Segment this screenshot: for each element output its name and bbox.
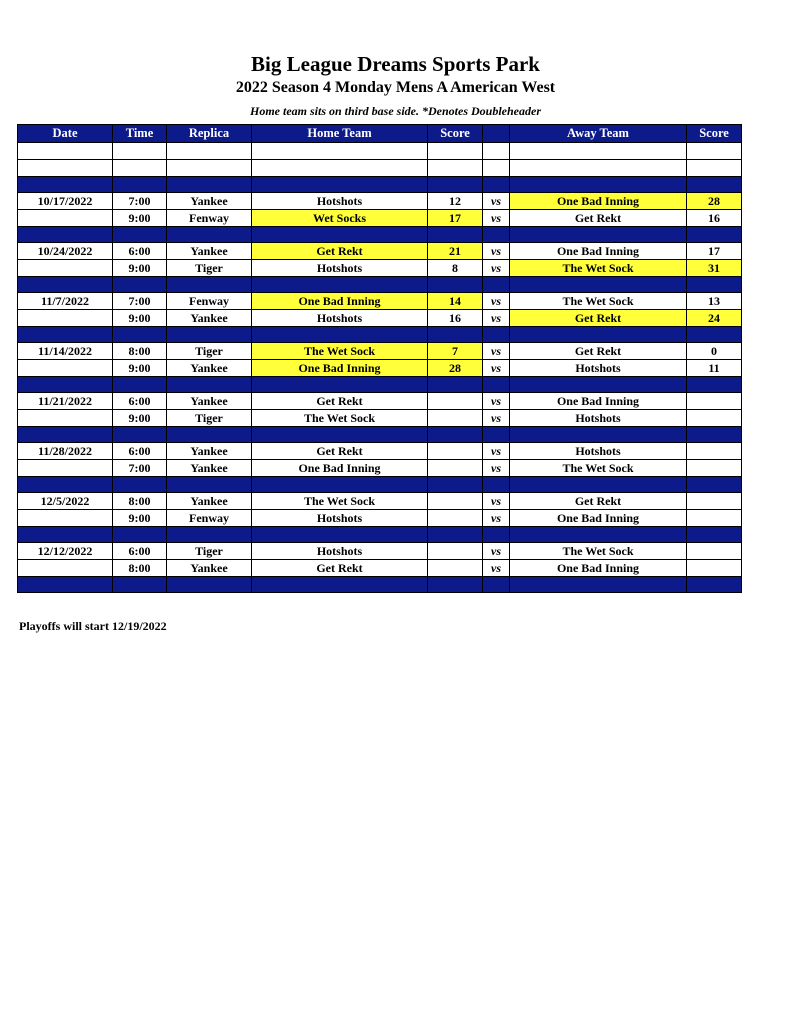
away-score [687, 560, 742, 577]
away-team: Hotshots [510, 410, 687, 427]
game-row [18, 210, 742, 227]
game-date: 11/21/2022 [18, 393, 113, 410]
game-row [18, 360, 742, 377]
game-time: 9:00 [113, 260, 167, 277]
replica-field: Fenway [167, 510, 252, 527]
game-row [18, 193, 742, 210]
game-time: 9:00 [113, 510, 167, 527]
away-score: 17 [687, 243, 742, 260]
game-row [18, 410, 742, 427]
date-empty [18, 210, 113, 227]
away-score: 24 [687, 310, 742, 327]
home-team: Hotshots [252, 193, 428, 210]
vs-label: vs [483, 510, 510, 527]
home-team: The Wet Sock [252, 493, 428, 510]
separator-band [18, 277, 742, 293]
away-score [687, 393, 742, 410]
date-empty [18, 460, 113, 477]
home-score: 7 [428, 343, 483, 360]
game-time: 7:00 [113, 193, 167, 210]
date-empty [18, 310, 113, 327]
replica-field: Yankee [167, 310, 252, 327]
home-score [428, 460, 483, 477]
col-home-score-header: Score [428, 125, 483, 143]
replica-field: Yankee [167, 493, 252, 510]
away-team: Hotshots [510, 443, 687, 460]
game-time: 6:00 [113, 243, 167, 260]
away-team: The Wet Sock [510, 543, 687, 560]
away-team: The Wet Sock [510, 293, 687, 310]
away-score: 11 [687, 360, 742, 377]
game-time: 7:00 [113, 460, 167, 477]
home-score: 12 [428, 193, 483, 210]
replica-field: Yankee [167, 360, 252, 377]
replica-field: Tiger [167, 260, 252, 277]
vs-label: vs [483, 243, 510, 260]
home-team: Wet Socks [252, 210, 428, 227]
vs-label: vs [483, 543, 510, 560]
away-score: 16 [687, 210, 742, 227]
home-score: 21 [428, 243, 483, 260]
game-row [18, 343, 742, 360]
away-team: Get Rekt [510, 310, 687, 327]
vs-label: vs [483, 310, 510, 327]
vs-label: vs [483, 560, 510, 577]
game-row [18, 560, 742, 577]
away-team: Hotshots [510, 360, 687, 377]
home-score [428, 543, 483, 560]
vs-label: vs [483, 410, 510, 427]
home-score: 28 [428, 360, 483, 377]
game-date: 12/12/2022 [18, 543, 113, 560]
date-empty [18, 510, 113, 527]
separator-band [18, 177, 742, 193]
replica-field: Tiger [167, 343, 252, 360]
home-team: One Bad Inning [252, 293, 428, 310]
away-team: Get Rekt [510, 343, 687, 360]
home-team: The Wet Sock [252, 410, 428, 427]
game-row [18, 460, 742, 477]
replica-field: Fenway [167, 210, 252, 227]
away-team: The Wet Sock [510, 260, 687, 277]
game-date: 12/5/2022 [18, 493, 113, 510]
away-team: Get Rekt [510, 210, 687, 227]
vs-label: vs [483, 210, 510, 227]
home-score [428, 493, 483, 510]
home-score [428, 410, 483, 427]
home-score: 17 [428, 210, 483, 227]
vs-label: vs [483, 343, 510, 360]
home-score: 14 [428, 293, 483, 310]
home-score [428, 510, 483, 527]
away-score [687, 543, 742, 560]
home-team: Hotshots [252, 310, 428, 327]
vs-label: vs [483, 260, 510, 277]
game-time: 8:00 [113, 493, 167, 510]
replica-field: Yankee [167, 460, 252, 477]
game-time: 9:00 [113, 310, 167, 327]
replica-field: Yankee [167, 243, 252, 260]
away-team: One Bad Inning [510, 560, 687, 577]
game-row [18, 243, 742, 260]
replica-field: Tiger [167, 410, 252, 427]
home-score [428, 443, 483, 460]
replica-field: Yankee [167, 393, 252, 410]
game-row [18, 310, 742, 327]
replica-field: Yankee [167, 560, 252, 577]
game-date: 11/7/2022 [18, 293, 113, 310]
away-team: One Bad Inning [510, 510, 687, 527]
away-score [687, 493, 742, 510]
schedule-note: Home team sits on third base side. *Denotes Doubleheader [250, 104, 541, 118]
header-row [18, 125, 742, 143]
date-empty [18, 260, 113, 277]
game-row [18, 260, 742, 277]
away-team: One Bad Inning [510, 193, 687, 210]
game-row [18, 493, 742, 510]
away-score: 31 [687, 260, 742, 277]
away-score [687, 443, 742, 460]
blank-row [18, 160, 742, 177]
replica-field: Fenway [167, 293, 252, 310]
date-empty [18, 360, 113, 377]
page-title: Big League Dreams Sports Park [251, 52, 540, 76]
separator-band [18, 377, 742, 393]
separator-band [18, 577, 742, 593]
away-score [687, 510, 742, 527]
col-home-team-header: Home Team [252, 125, 428, 143]
vs-label: vs [483, 493, 510, 510]
replica-field: Tiger [167, 543, 252, 560]
separator-band [18, 227, 742, 243]
vs-label: vs [483, 193, 510, 210]
separator-band [18, 527, 742, 543]
game-row [18, 293, 742, 310]
game-time: 8:00 [113, 343, 167, 360]
away-team: Get Rekt [510, 493, 687, 510]
vs-label: vs [483, 460, 510, 477]
game-row [18, 543, 742, 560]
home-team: Hotshots [252, 260, 428, 277]
schedule-body [18, 143, 742, 593]
game-date: 11/14/2022 [18, 343, 113, 360]
home-team: Hotshots [252, 510, 428, 527]
blank-row [18, 143, 742, 160]
league-subtitle: 2022 Season 4 Monday Mens A American West [235, 79, 556, 96]
playoffs-note: Playoffs will start 12/19/2022 [19, 619, 167, 633]
separator-band [18, 427, 742, 443]
game-date: 10/17/2022 [18, 193, 113, 210]
col-vs-header [483, 125, 510, 143]
col-time-header: Time [113, 125, 167, 143]
vs-label: vs [483, 293, 510, 310]
game-time: 9:00 [113, 360, 167, 377]
game-row [18, 443, 742, 460]
home-team: Get Rekt [252, 243, 428, 260]
home-team: One Bad Inning [252, 360, 428, 377]
away-score [687, 410, 742, 427]
game-time: 9:00 [113, 210, 167, 227]
away-team: One Bad Inning [510, 243, 687, 260]
replica-field: Yankee [167, 443, 252, 460]
separator-band [18, 477, 742, 493]
home-score [428, 393, 483, 410]
away-score: 13 [687, 293, 742, 310]
game-row [18, 393, 742, 410]
home-team: Get Rekt [252, 393, 428, 410]
game-time: 6:00 [113, 543, 167, 560]
game-date: 11/28/2022 [18, 443, 113, 460]
home-team: The Wet Sock [252, 343, 428, 360]
home-team: Get Rekt [252, 560, 428, 577]
away-score: 28 [687, 193, 742, 210]
vs-label: vs [483, 360, 510, 377]
home-score: 16 [428, 310, 483, 327]
away-team: One Bad Inning [510, 393, 687, 410]
separator-band [18, 327, 742, 343]
home-score: 8 [428, 260, 483, 277]
away-score: 0 [687, 343, 742, 360]
home-team: Hotshots [252, 543, 428, 560]
date-empty [18, 560, 113, 577]
home-score [428, 560, 483, 577]
away-team: The Wet Sock [510, 460, 687, 477]
game-time: 6:00 [113, 443, 167, 460]
game-time: 9:00 [113, 410, 167, 427]
game-time: 6:00 [113, 393, 167, 410]
away-score [687, 460, 742, 477]
home-team: One Bad Inning [252, 460, 428, 477]
vs-label: vs [483, 393, 510, 410]
game-date: 10/24/2022 [18, 243, 113, 260]
game-row [18, 510, 742, 527]
col-away-team-header: Away Team [510, 125, 687, 143]
date-empty [18, 410, 113, 427]
home-team: Get Rekt [252, 443, 428, 460]
replica-field: Yankee [167, 193, 252, 210]
col-date-header: Date [18, 125, 113, 143]
col-away-score-header: Score [687, 125, 742, 143]
col-replica-header: Replica [167, 125, 252, 143]
game-time: 7:00 [113, 293, 167, 310]
schedule-table [17, 124, 742, 593]
game-time: 8:00 [113, 560, 167, 577]
vs-label: vs [483, 443, 510, 460]
